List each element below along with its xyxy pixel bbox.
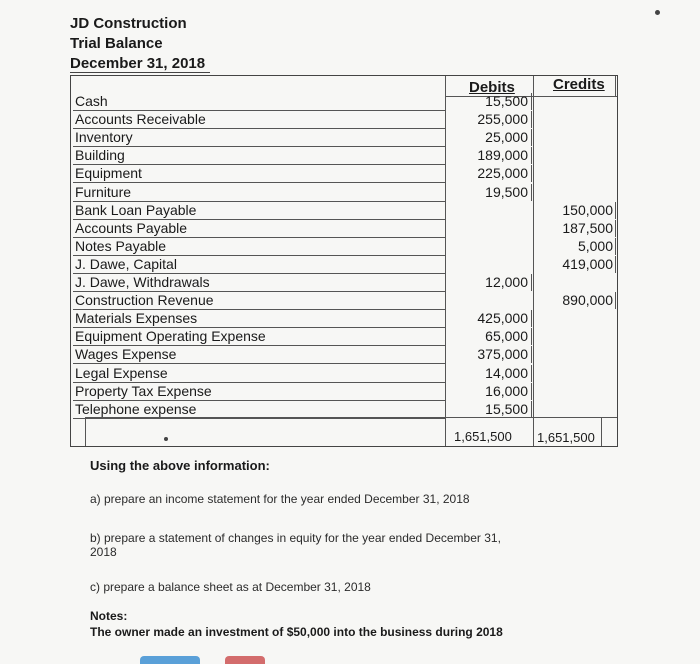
table-row-debit: 255,000 [477,111,528,128]
credit-cell-edge [615,220,616,237]
table-row-credit: 890,000 [562,292,613,309]
question-b-line1: b) prepare a statement of changes in equity for the year ended December 31, [90,531,501,545]
row-divider [73,418,445,419]
notes-label: Notes: [90,609,128,623]
decorative-strip [225,656,265,664]
table-row-debit: 14,000 [485,364,528,381]
table-row-account: J. Dawe, Withdrawals [75,274,210,290]
total-credits: 1,651,500 [537,430,595,445]
table-row-debit: 65,000 [485,328,528,345]
credit-cell-edge [615,256,616,273]
debit-cell-edge [531,401,532,418]
debits-column-header: Debits [469,79,515,96]
report-date: December 31, 2018 [70,55,206,72]
table-row-debit: 15,500 [485,400,528,417]
debit-cell-edge [531,184,532,201]
row-divider [73,146,445,147]
table-row-debit: 425,000 [477,310,528,327]
table-row-account: Bank Loan Payable [75,201,197,218]
table-row-account: Telephone expense [75,400,197,417]
table-row-debit: 25,000 [485,129,528,146]
question-a: a) prepare an income statement for the year ended December 31, 2018 [90,492,470,506]
credit-cell-edge [615,202,616,219]
table-row-credit: 187,500 [562,219,613,236]
credit-cell-edge [615,238,616,255]
table-row-account: Property Tax Expense [75,382,212,399]
table-row-account: Wages Expense [75,346,177,363]
debit-cell-edge [531,111,532,128]
table-row-account: Building [75,147,125,164]
totals-left-edge [85,417,86,446]
debit-cell-edge [531,93,532,110]
table-row-credit: 5,000 [577,237,613,254]
table-row-debit: 16,000 [485,382,528,399]
totals-right-edge [601,417,602,446]
question-c: c) prepare a balance sheet as at December 31, 2018 [90,580,371,594]
credits-column-header: Credits [553,76,605,93]
header-underline [70,72,210,73]
company-name: JD Construction [70,15,187,32]
debit-column-divider [533,76,534,446]
table-row-account: Equipment Operating Expense [75,328,266,345]
debit-cell-edge [531,346,532,363]
table-row-credit: 419,000 [562,255,613,272]
question-b-line2: 2018 [90,545,117,559]
total-debits: 1,651,500 [454,429,512,444]
table-row-debit: 375,000 [477,346,528,363]
decorative-dot [164,437,168,441]
notes-text: The owner made an investment of $50,000 into the business during 2018 [90,625,503,639]
table-row-debit: 19,500 [485,183,528,200]
questions-intro: Using the above information: [90,458,270,473]
trial-balance-table [70,75,618,447]
table-row-debit: 15,500 [485,93,528,109]
table-row-account: J. Dawe, Capital [75,255,177,272]
table-row-account: Notes Payable [75,237,167,254]
table-row-account: Equipment [75,165,142,182]
table-row-account: Legal Expense [75,364,168,381]
debit-cell-edge [531,365,532,382]
debit-cell-edge [531,147,532,164]
report-header [70,14,205,74]
table-row-credit: 150,000 [562,201,613,218]
debit-cell-edge [531,274,532,291]
debit-cell-edge [531,383,532,400]
table-row-account: Construction Revenue [75,292,214,309]
credit-column-divider [615,76,616,96]
account-column-divider [445,76,446,446]
decorative-strip [140,656,200,664]
table-row-account: Accounts Payable [75,219,188,236]
decorative-dot [655,10,660,15]
table-row-account: Inventory [75,129,133,146]
table-row-account: Accounts Receivable [75,111,206,128]
table-row-account: Cash [75,93,108,109]
table-row-debit: 189,000 [477,147,528,164]
debit-cell-edge [531,328,532,345]
credit-cell-edge [615,292,616,309]
table-row-account: Furniture [75,183,132,200]
debit-cell-edge [531,165,532,182]
debit-cell-edge [531,129,532,146]
table-row-debit: 225,000 [477,165,528,182]
table-row-account: Materials Expenses [75,310,198,327]
table-row-debit: 12,000 [485,274,528,290]
report-title: Trial Balance [70,35,163,52]
debit-cell-edge [531,310,532,327]
